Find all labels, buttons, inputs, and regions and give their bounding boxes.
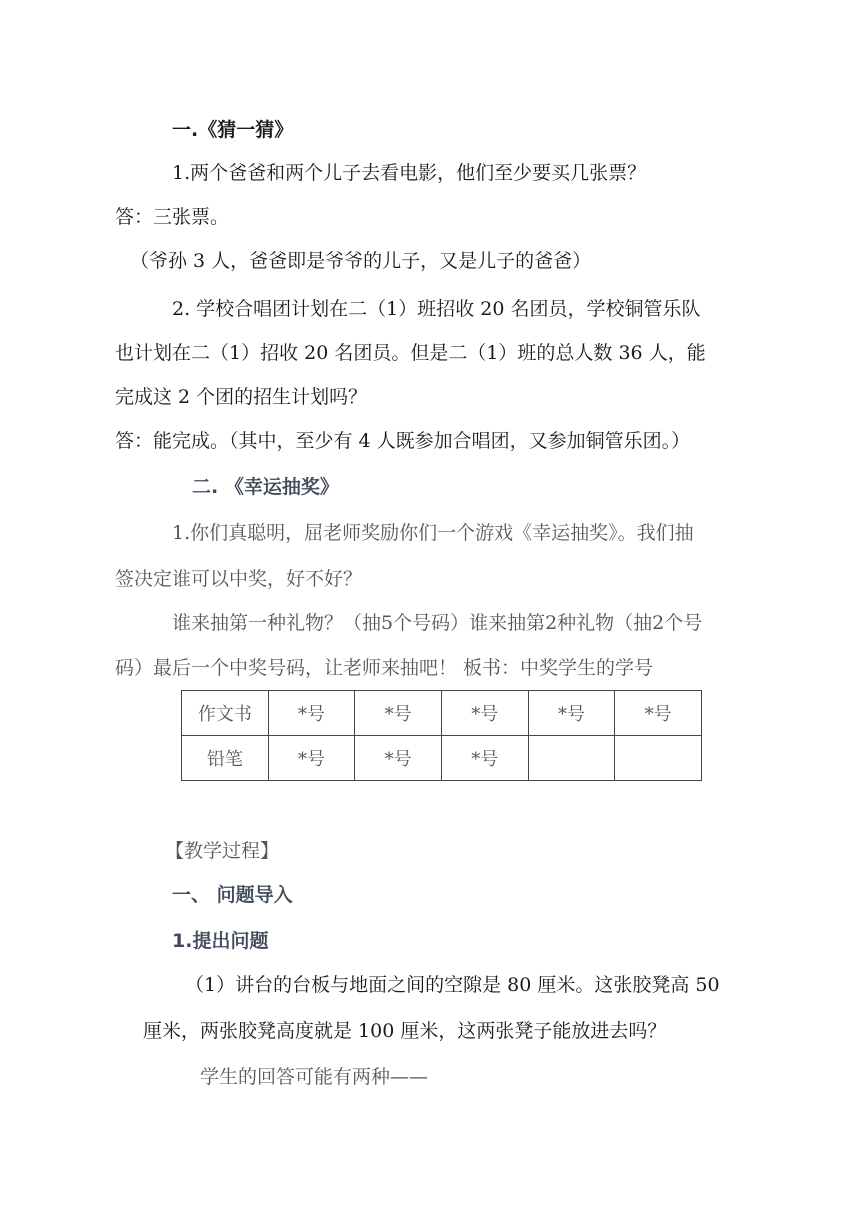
section2-para2-line1: 谁来抽第一种礼物？（抽5个号码）谁来抽第2种礼物（抽2个号 (172, 612, 703, 634)
table-cell: *号 (615, 691, 702, 736)
table-cell: *号 (528, 691, 615, 736)
table-cell: 铅笔 (182, 736, 269, 781)
question-2-line1: 2. 学校合唱团计划在二（1）班招收 20 名团员，学校铜管乐队 (172, 298, 701, 320)
table-cell: *号 (268, 736, 355, 781)
table-cell (528, 736, 615, 781)
question-2-line3: 完成这 2 个团的招生计划吗？ (115, 386, 368, 408)
section2-para2-line2: 码）最后一个中奖号码，让老师来抽吧！ 板书：中奖学生的学号 (115, 657, 654, 679)
table-cell (615, 736, 702, 781)
question-1: 1.两个爸爸和两个儿子去看电影，他们至少要买几张票？ (172, 162, 647, 184)
process-para1-line1: （1）讲台的台板与地面之间的空隙是 80 厘米。这张胶凳高 50 (185, 974, 720, 996)
section1-title: 一.《猜一猜》 (172, 119, 294, 141)
section2-title: 二. 《幸运抽奖》 (192, 476, 339, 498)
prize-table (181, 690, 702, 781)
table-cell: *号 (268, 691, 355, 736)
table-cell: *号 (355, 736, 442, 781)
table-row (182, 691, 702, 736)
section2-para1-line2: 签决定谁可以中奖，好不好？ (115, 568, 363, 590)
process-para1-line2: 厘米，两张胶凳高度就是 100 厘米，这两张凳子能放进去吗？ (143, 1020, 667, 1042)
answer-1: 答：三张票。 (115, 206, 230, 228)
question-2-line2: 也计划在二（1）招收 20 名团员。但是二（1）班的总人数 36 人，能 (115, 342, 706, 364)
table-cell: *号 (441, 736, 528, 781)
table-row (182, 736, 702, 781)
process-heading-1: 一、 问题导入 (172, 884, 293, 906)
answer-1-note: （爷孙 3 人，爸爸即是爷爷的儿子，又是儿子的爸爸） (130, 250, 592, 272)
table-cell: *号 (441, 691, 528, 736)
table-cell: *号 (355, 691, 442, 736)
process-heading-2: 1.提出问题 (172, 930, 269, 952)
teaching-process-title: 【教学过程】 (165, 840, 280, 862)
table-cell: 作文书 (182, 691, 269, 736)
process-para2: 学生的回答可能有两种—— (200, 1066, 429, 1088)
section2-para1-line1: 1.你们真聪明，屈老师奖励你们一个游戏《幸运抽奖》。我们抽 (172, 522, 694, 544)
answer-2: 答：能完成。（其中，至少有 4 人既参加合唱团，又参加铜管乐团。） (115, 430, 691, 452)
